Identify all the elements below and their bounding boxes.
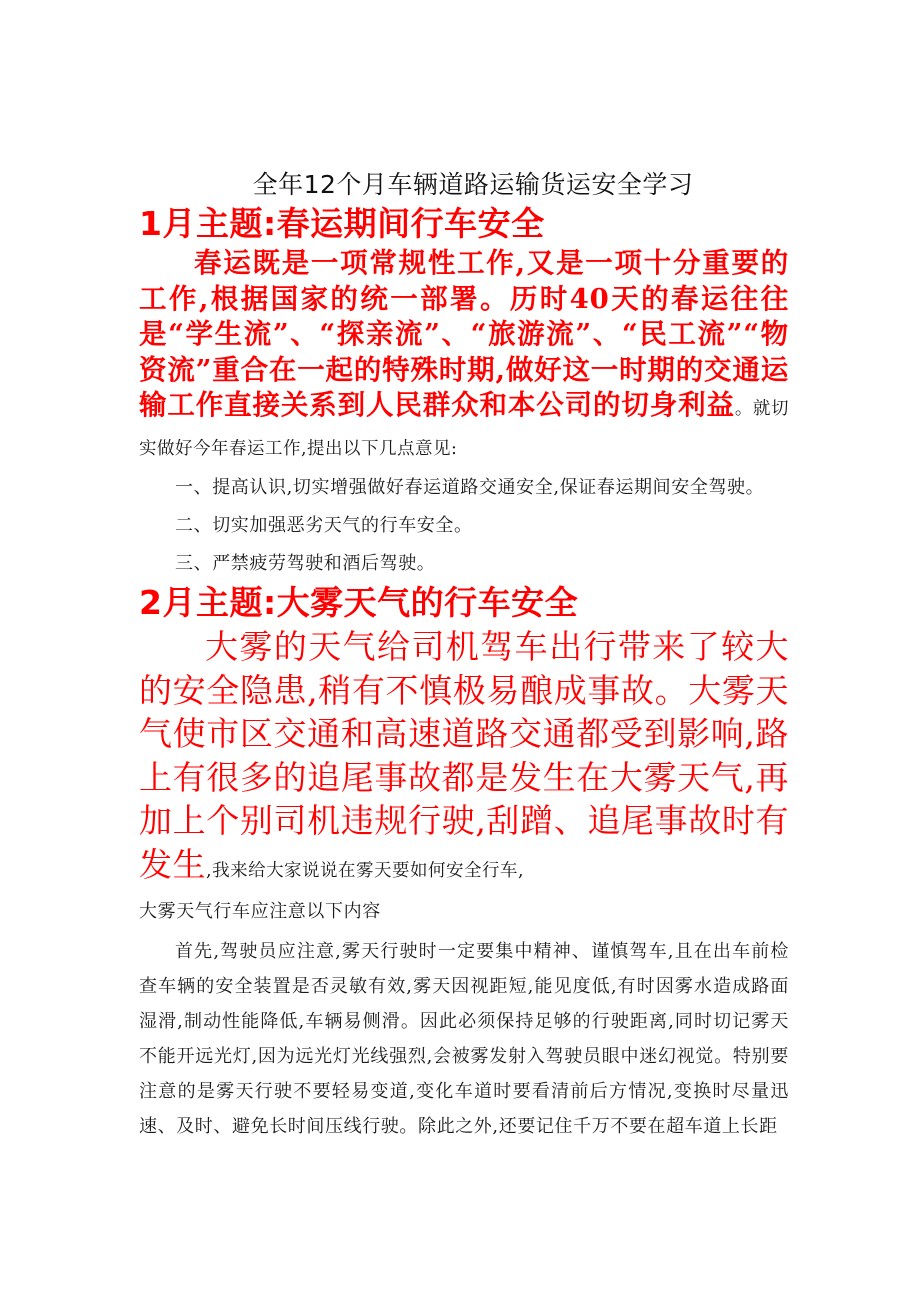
- point-item: 二、切实加强恶劣天气的行车安全。: [175, 515, 473, 536]
- point-item: 一、提高认识,切实增强做好春运道路交通安全,保证春运期间安全驾驶。: [175, 477, 765, 498]
- body-paragraph: 首先,驾驶员应注意,雾天行驶时一定要集中精神、谨慎驾车,且在出车前检查车辆的安全装置是否灵敏有效,雾天因视距短,能见度低,有时因雾水造成路面湿滑,制动性能降低,车辆易侧滑。因此必须保持足够的行驶距离,同时切记雾天不能开远光灯,因为远光灯光线强烈,会被雾发射入驾驶员眼中迷幻视觉。特别要注意的是雾天行驶不要轻易变道,变化车道时要看清前后方情况,变换时尽量迅速、及时、避免长时间压线行驶。除此之外,还要记住千万不要在超车道上长距: [139, 941, 789, 1137]
- section-intro: [139, 625, 789, 893]
- section-february: [139, 581, 789, 1144]
- point-item: 三、严禁疲劳驾驶和酒后驾驶。: [175, 553, 436, 574]
- section-heading: 1月主题:春运期间行车安全: [139, 204, 545, 243]
- intro-tail: 。就切实做好今年春运工作,提出以下几点意见:: [139, 399, 789, 459]
- intro-highlight: 春运既是一项常规性工作,又是一项十分重要的工作,根据国家的统一部署。历时40天的春运往往是“学生流”、“探亲流”、“旅游流”、“民工流”“物资流”重合在一起的特殊时期,做好这一时期的交通运输工作直接关系到人民群众和本公司的切身利益: [139, 247, 789, 421]
- intro-tail: ,我来给大家说说在雾天要如何安全行车,: [206, 860, 525, 881]
- document-title: 全年12个月车辆道路运输货运安全学习: [252, 170, 694, 199]
- section-intro: [139, 246, 789, 467]
- document-page: [139, 168, 789, 1144]
- intro-highlight: 大雾的天气给司机驾车出行带来了较大的安全隐患,稍有不慎极易酿成事故。大雾天气使市区交通和高速道路交通都受到影响,路上有很多的追尾事故都是发生在大雾天气,再加上个别司机违规行驶,刮蹭、追尾事故时有发生: [139, 627, 789, 884]
- section-heading: 2月主题:大雾天气的行车安全: [139, 583, 579, 622]
- intro-continuation: 大雾天气行车应注意以下内容: [139, 901, 381, 922]
- section-january: [139, 202, 789, 581]
